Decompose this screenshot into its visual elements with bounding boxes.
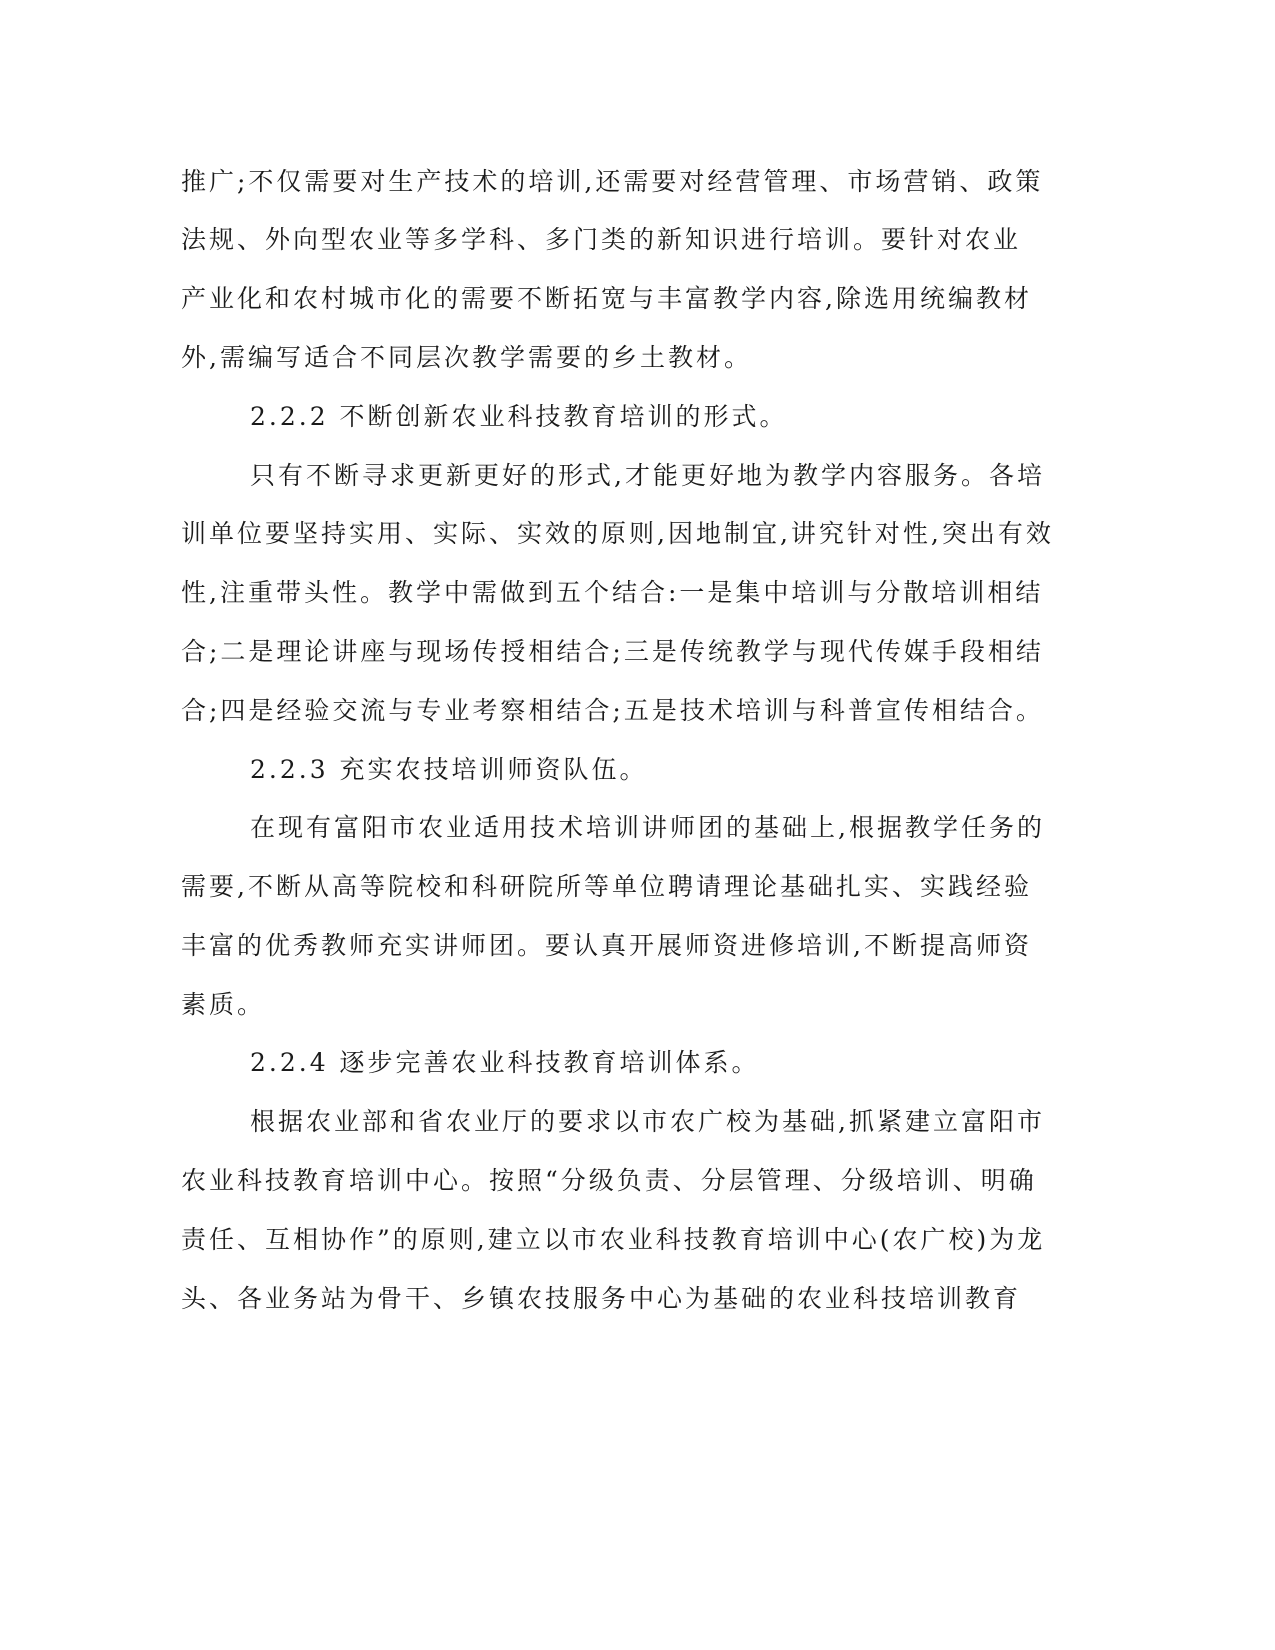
paragraph-4-line-1: 根据农业部和省农业厅的要求以市农广校为基础,抓紧建立富阳市 [250, 1107, 1045, 1136]
paragraph-2-line-5: 合;四是经验交流与专业考察相结合;五是技术培训与科普宣传相结合。 [181, 696, 1044, 725]
paragraph-3-line-3: 丰富的优秀教师充实讲师团。要认真开展师资进修培训,不断提高师资 [181, 931, 1032, 960]
paragraph-4-line-2: 农业科技教育培训中心。按照“分级负责、分层管理、分级培训、明确 [181, 1166, 1037, 1195]
paragraph-2-line-3: 性,注重带头性。教学中需做到五个结合:一是集中培训与分散培训相结 [181, 578, 1044, 607]
paragraph-1-line-3: 产业化和农村城市化的需要不断拓宽与丰富教学内容,除选用统编教材 [181, 284, 1032, 313]
paragraph-2-line-1: 只有不断寻求更新更好的形式,才能更好地为教学内容服务。各培 [250, 461, 1045, 490]
paragraph-2-line-4: 合;二是理论讲座与现场传授相结合;三是传统教学与现代传媒手段相结 [181, 637, 1044, 666]
paragraph-1-line-1: 推广;不仅需要对生产技术的培训,还需要对经营管理、市场营销、政策 [181, 167, 1044, 196]
paragraph-1-line-4: 外,需编写适合不同层次教学需要的乡土教材。 [181, 343, 752, 372]
section-heading-2-2-3: 2.2.3 充实农技培训师资队伍。 [250, 755, 648, 784]
paragraph-2-line-2: 训单位要坚持实用、实际、实效的原则,因地制宜,讲究针对性,突出有效 [181, 519, 1054, 548]
paragraph-4-line-4: 头、各业务站为骨干、乡镇农技服务中心为基础的农业科技培训教育 [181, 1284, 1022, 1313]
section-heading-2-2-4: 2.2.4 逐步完善农业科技教育培训体系。 [250, 1048, 760, 1077]
paragraph-3-line-4: 素质。 [181, 990, 266, 1019]
paragraph-4-line-3: 责任、互相协作”的原则,建立以市农业科技教育培训中心(农广校)为龙 [181, 1225, 1046, 1254]
paragraph-1-line-2: 法规、外向型农业等多学科、多门类的新知识进行培训。要针对农业 [181, 225, 1022, 254]
paragraph-3-line-2: 需要,不断从高等院校和科研院所等单位聘请理论基础扎实、实践经验 [181, 872, 1032, 901]
paragraph-3-line-1: 在现有富阳市农业适用技术培训讲师团的基础上,根据教学任务的 [250, 813, 1045, 842]
section-heading-2-2-2: 2.2.2 不断创新农业科技教育培训的形式。 [250, 402, 788, 431]
